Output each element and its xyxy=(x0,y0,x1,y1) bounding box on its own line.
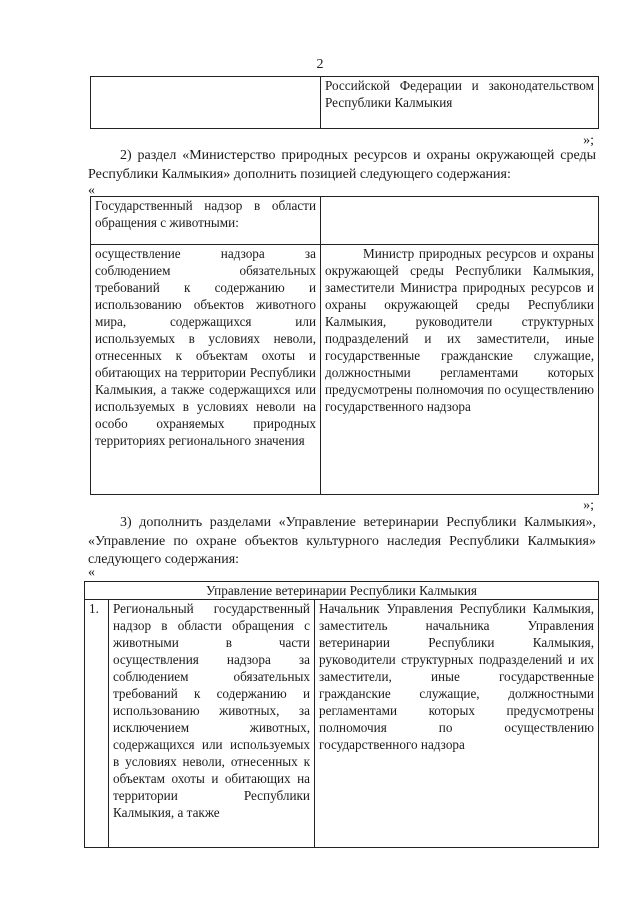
veterinary-row-left: Региональный государственный надзор в области обращения с животными в части осуществления надзора за соблюдением обязательных требований к содержанию и использованию животных, за исключением животных, содержащихся или используемых в условиях неволи, отнесенных к объектам охоты и обитающих на территории Республики Калмыкия, а также xyxy=(109,600,315,848)
item-2-text: 2) раздел «Министерство природных ресурсов и охраны окружающей среды Республики Калмыкия» дополнить позицией следующего содержания: xyxy=(88,148,596,182)
ministry-table-row-left: осуществление надзора за соблюдением обязательных требований к содержанию и использованию объектов животного мира, содержащихся или используемых в условиях неволи, отнесенных к объектам охоты и обитающих на территории Республики Калмыкия, а также содержащихся или используемых в условиях неволи на особо охраняемых природных территориях регионального значения xyxy=(91,245,321,495)
opening-quote: « xyxy=(88,565,95,580)
item-2-paragraph xyxy=(88,147,596,184)
ministry-table xyxy=(90,196,599,495)
closing-quote: »; xyxy=(583,133,594,148)
opening-quote: « xyxy=(88,183,95,198)
veterinary-table xyxy=(84,581,599,848)
veterinary-row-number: 1. xyxy=(85,600,109,848)
ministry-table-row-right: Министр природных ресурсов и охраны окружающей среды Республики Калмыкия, заместители Министра природных ресурсов и охраны окружающей среды Республики Калмыкия, руководители структурных подразделений и их заместители, иные государственные гражданские служащие, должностными регламентами которых предусмотрены полномочия по осуществлению государственного надзора xyxy=(321,245,599,495)
veterinary-row-right: Начальник Управления Республики Калмыкия, заместитель начальника Управления ветеринарии Республики Калмыкия, руководители структурных подразделений и их заместители, иные государственные гражданские служащие, должностными регламентами которых предусмотрены полномочия по осуществлению государственного надзора xyxy=(315,600,599,848)
ministry-table-header-left: Государственный надзор в области обращения с животными: xyxy=(91,197,321,245)
veterinary-section-title: Управление ветеринарии Республики Калмыкия xyxy=(85,582,599,600)
closing-quote: »; xyxy=(583,498,594,513)
top-continuation-table xyxy=(90,76,599,129)
top-table-left-cell xyxy=(91,77,321,129)
top-table-right-cell: Российской Федерации и законодательством Республики Калмыкия xyxy=(321,77,599,129)
item-3-text: 3) дополнить разделами «Управление ветеринарии Республики Калмыкия», «Управление по охране объектов культурного наследия Республики Калмыкия» следующего содержания: xyxy=(88,515,596,567)
page-number: 2 xyxy=(316,57,324,72)
item-3-paragraph xyxy=(88,514,596,570)
ministry-table-header-right xyxy=(321,197,599,245)
